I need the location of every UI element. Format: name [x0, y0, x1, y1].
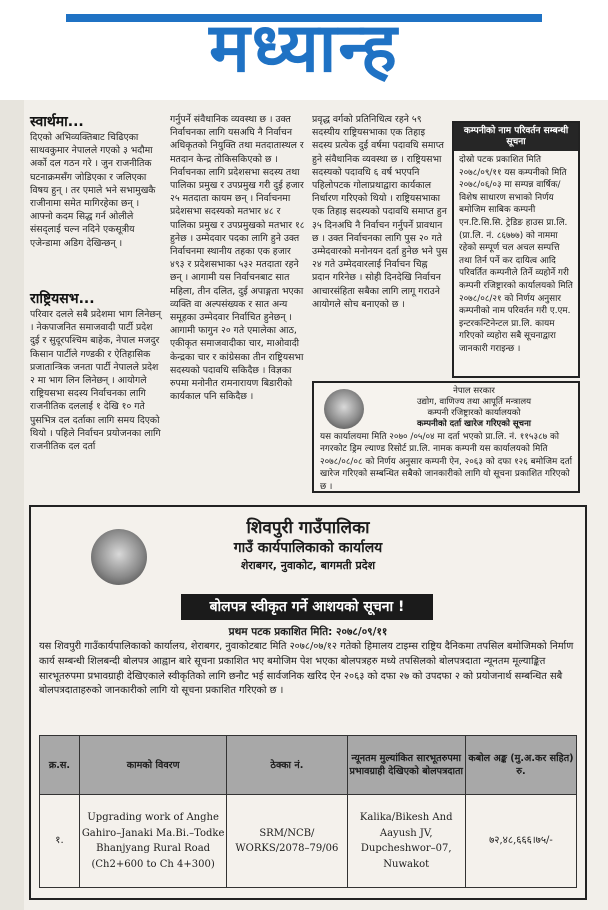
col-header-description: कामको विवरण — [79, 736, 226, 795]
office-line: कम्पनी रजिष्ट्रारको कार्यालयको — [427, 408, 521, 418]
cell-description: Upgrading work of Anghe Gahiro–Janaki Ma.Bi.–Todke Bhanjyang Rural Road (Ch2+600 to Ch 4+300) — [79, 795, 226, 888]
newspaper-title: मध्यान्ह — [209, 9, 399, 88]
article-text: प्रवृद्ध वर्गको प्रतिनिधित्व रहने ५९ सदस्यीय राष्ट्रियसभाका एक तिहाइ सदस्य प्रत्येक दुई वर्षमा पदावधि समाप्त हुने संवैधानिक व्यवस्था छ । राष्ट्रियसभा सदस्यको पदावधि ६ वर्ष भएपनि पहिलोपटक गोलाप्रथाद्वारा कार्यकाल निर्धारण गरिएको थियो । राष्ट्रियसभाका एक तिहाइ सदस्यको पदावधि समाप्त हुन ३५ दिनअघि नै निर्वाचन गर्नुपर्ने प्रावधान छ । उक्त निर्वाचनका लागि पुस २० गते उम्मेदवारको मनोनयन दर्ता हुनेछ भने पुस २४ गते उम्मेदवारलाई निर्वाचन चिह्न प्रदान गरिनेछ । सोही दिनदेखि निर्वाचन आचारसंहिता सबैका लागि लागू गराउने आयोगले सोच बनाएको छ । — [312, 114, 448, 310]
tender-table — [39, 735, 577, 888]
cell-bidder: Kalika/Bikesh And Aayush JV, Dupcheshwor–07, Nuwakot — [347, 795, 465, 888]
office-name: गाउँ कार्यपालिकाको कार्यालय — [233, 540, 383, 556]
article-text: दिएको अभिव्यक्तिबाट चिढिएका साथवकुमार नेपालले गएको ३ भदौमा अर्को दल गठन गरे । जुन राजनीतिक घटनाक्रमसँग जोडिएका र जलिएका विषय हुन् । तर एमाले भने सभामुखकै राजीनामा समेत मागिरहेका छन् । आफ्नो कदम सिद्ध गर्न ओलीले संसद्लाई चल्न नदिने एकसूत्रीय एजेन्डामा अडिग देखिन्छन् । — [30, 132, 156, 249]
masthead — [0, 0, 608, 100]
col-header-contract: ठेक्का नं. — [227, 736, 347, 795]
cell-sn: १. — [40, 795, 80, 888]
article-column-1-top — [30, 113, 162, 250]
article-text: परिवार दलले सबै प्रदेशमा भाग लिनेछन् । नेकपाजनित समाजवादी पार्टी प्रदेश दुई र सुदूरपश्चिम बाहेक, नेपाल मजदुर किसान पार्टीले गण्डकी र ऐतिहासिक प्रजातान्त्रिक जनता पार्टी नेपालले प्रदेश २ मा भाग लिन लिनेछन् । आयोगले राष्ट्रियसभा सदस्य निर्वाचनका लागि राजनीतिक दललाई १ देखि १० गते पुसभित्र दल दर्ताका लागि समय दिएको थियो । पहिले निर्वाचन प्रयोजनका लागि राजनीतिक दल दर्ता — [30, 309, 162, 453]
table-header-row — [40, 736, 577, 795]
notice-banner: बोलपत्र स्वीकृत गर्ने आशयको सूचना ! — [181, 594, 433, 620]
col-header-bidder: न्यूनतम मुल्यांकित सारभूतरुपमा प्रभावग्राही देखिएको बोलपत्रदाता — [347, 736, 465, 795]
publication-date: प्रथम पटक प्रकाशित मिति: २०७८/०९/११ — [228, 626, 388, 638]
notice-text: यस कार्यालयमा मिति २०७० /०५/०४ मा दर्ता भएको प्रा.लि. नं. ११५३८७ को नगरकोट ड्रिम ल्याण्ड रिसोर्ट प्रा.लि. नामक कम्पनी यस कार्यालयको मिति २०७८/०८/०८ को निर्णय अनुसार कम्पनी ऐन, २०६३ को दफा १२६ बमोजिम दर्ता खारेज गरिएको सम्बन्धित सबैको जानकारीको लागि यो सूचना प्रकाशित गरिएको छ । — [320, 432, 573, 492]
col-header-amount: कबोल अङ्क (मु.अ.कर सहित) रु. — [465, 736, 576, 795]
notice-title: कम्पनीको नाम परिवर्तन सम्बन्धी सूचना — [454, 123, 578, 151]
gov-line: नेपाल सरकार — [453, 386, 495, 396]
nepal-emblem-icon — [324, 389, 364, 429]
office-address: शेराबगर, नुवाकोट, बागमती प्रदेश — [240, 559, 376, 572]
tender-notice — [29, 505, 587, 900]
org-name: शिवपुरी गाउँपालिका — [246, 518, 370, 538]
name-change-notice — [452, 121, 580, 378]
notice-body: यस शिवपुरी गाउँकार्यपालिकाको कार्यालय, शेराबगर, नुवाकोटबाट मिति २०७८/०७/१२ गतेको हिमालय टाइम्स राष्ट्रिय दैनिकमा तपसिल बमोजिमको निर्माण कार्य सम्बन्धी शिलबन्दी बोलपत्र आह्वान बारे सूचना प्रकाशित भए बमोजिम पेश भएका बोलपत्रहरु मध्ये तपसिलको बोलपत्रदाता न्यूनतम मूल्याङ्कित सारभूतरुपमा प्रभावग्राही देखिएकाले स्वीकृतिको लागि छनौट भई सार्वजनिक खरिद ऐन २०६३ को दफा २७ को उपदफा २ को प्रयोजनार्थ सम्बन्धित सबै बोलपत्रदाताहरुको जानकारीको लागि यो सूचना प्रकाशित गरिएको छ । — [39, 641, 574, 697]
notice-title: कम्पनीको दर्ता खारेज गरिएको सूचना — [416, 419, 531, 429]
article-continuation-heading: स्वार्थमा... — [30, 114, 84, 130]
article-column-3 — [312, 113, 448, 311]
table-row — [40, 795, 577, 888]
registration-cancel-notice — [312, 381, 580, 493]
org-header — [31, 517, 585, 573]
article-column-2 — [170, 113, 305, 403]
cell-contract-no: SRM/NCB/ WORKS/2078–79/06 — [227, 795, 347, 888]
ministry-line: उद्योग, वाणिज्य तथा आपूर्ति मन्त्रालय — [416, 397, 532, 407]
notice-text: दोस्रो पटक प्रकाशित मिति २०७८/०९/११ यस कम्पनीको मिति २०७८/०६/०३ मा सम्पन्न वार्षिक/विशेष साधारण सभाको निर्णय बमोजिम साबिक कम्पनी एन.टि.सि.सि. ट्रेडिङ हाउस प्रा.लि. (प्रा.लि. नं. ८६७७७) को नाममा रहेको सम्पूर्ण चल अचल सम्पत्ति तथा तिर्न पर्ने कर दायित्व आदि परिवर्तित कम्पनीले तिर्ने व्यहोर्ने गरी कम्पनी रजिष्ट्रारको कार्यालयको मिति २०७८/०८/२१ को निर्णय अनुसार कम्पनीको नाम परिवर्तन गरी ए.एम. इन्टरकन्टिनेन्टल प्रा.लि. कायम गरिएको व्यहोरा सबै सूचनाद्वारा जानकारी गराइन्छ । — [459, 155, 573, 354]
page-edge — [0, 100, 24, 910]
col-header-sn: क्र.स. — [40, 736, 80, 795]
notice-header — [374, 386, 574, 430]
article-text: गर्नुपर्ने संवैधानिक व्यवस्था छ । उक्त निर्वाचनका लागि यसअघि नै निर्वाचन अधिकृतको नियुक्ति तथा मतदातास्थल र मतदान केन्द्र तोकिसकिएको छ । निर्वाचनका लागि प्रदेशसभा सदस्य तथा पालिका प्रमुख र उपप्रमुख गरी दुई हजार २५ मतदाता कायम छन् । निर्वाचनमा प्रदेशसभा सदस्यको मतभार ४८ र पालिका प्रमुख र उपप्रमुखको मतभार १८ हुनेछ । उम्मेदवार पदका लागि हुने उक्त निर्वाचनमा स्थानीय तहका एक हजार ४९३ र प्रदेशसभाका ५३२ मतदाता रहने छन् । आगामी यस निर्वाचनबाट सात महिला, तीन दलित, दुई अपाङ्गता भएका व्यक्ति वा अल्पसंख्यक र सात अन्य समूहका उम्मेदवार निर्वाचित हुनेछन् । आगामी फागुन २० गते एमालेका आठ, एकीकृत समाजवादीका चार, माओवादी केन्द्रका चार र कांग्रेसका तीन राष्ट्रियसभा सदस्यको पदावधि सकिदैछ । विज्ञका रुपमा मनोनीत रामनारायण बिडारीको कार्यकाल पनि सकिदैछ । — [170, 114, 305, 403]
cell-amount: ७२,४८,६६६।७५/- — [465, 795, 576, 888]
article-column-1-bottom — [30, 290, 162, 453]
article-continuation-heading: राष्ट्रियसभ... — [30, 291, 95, 307]
